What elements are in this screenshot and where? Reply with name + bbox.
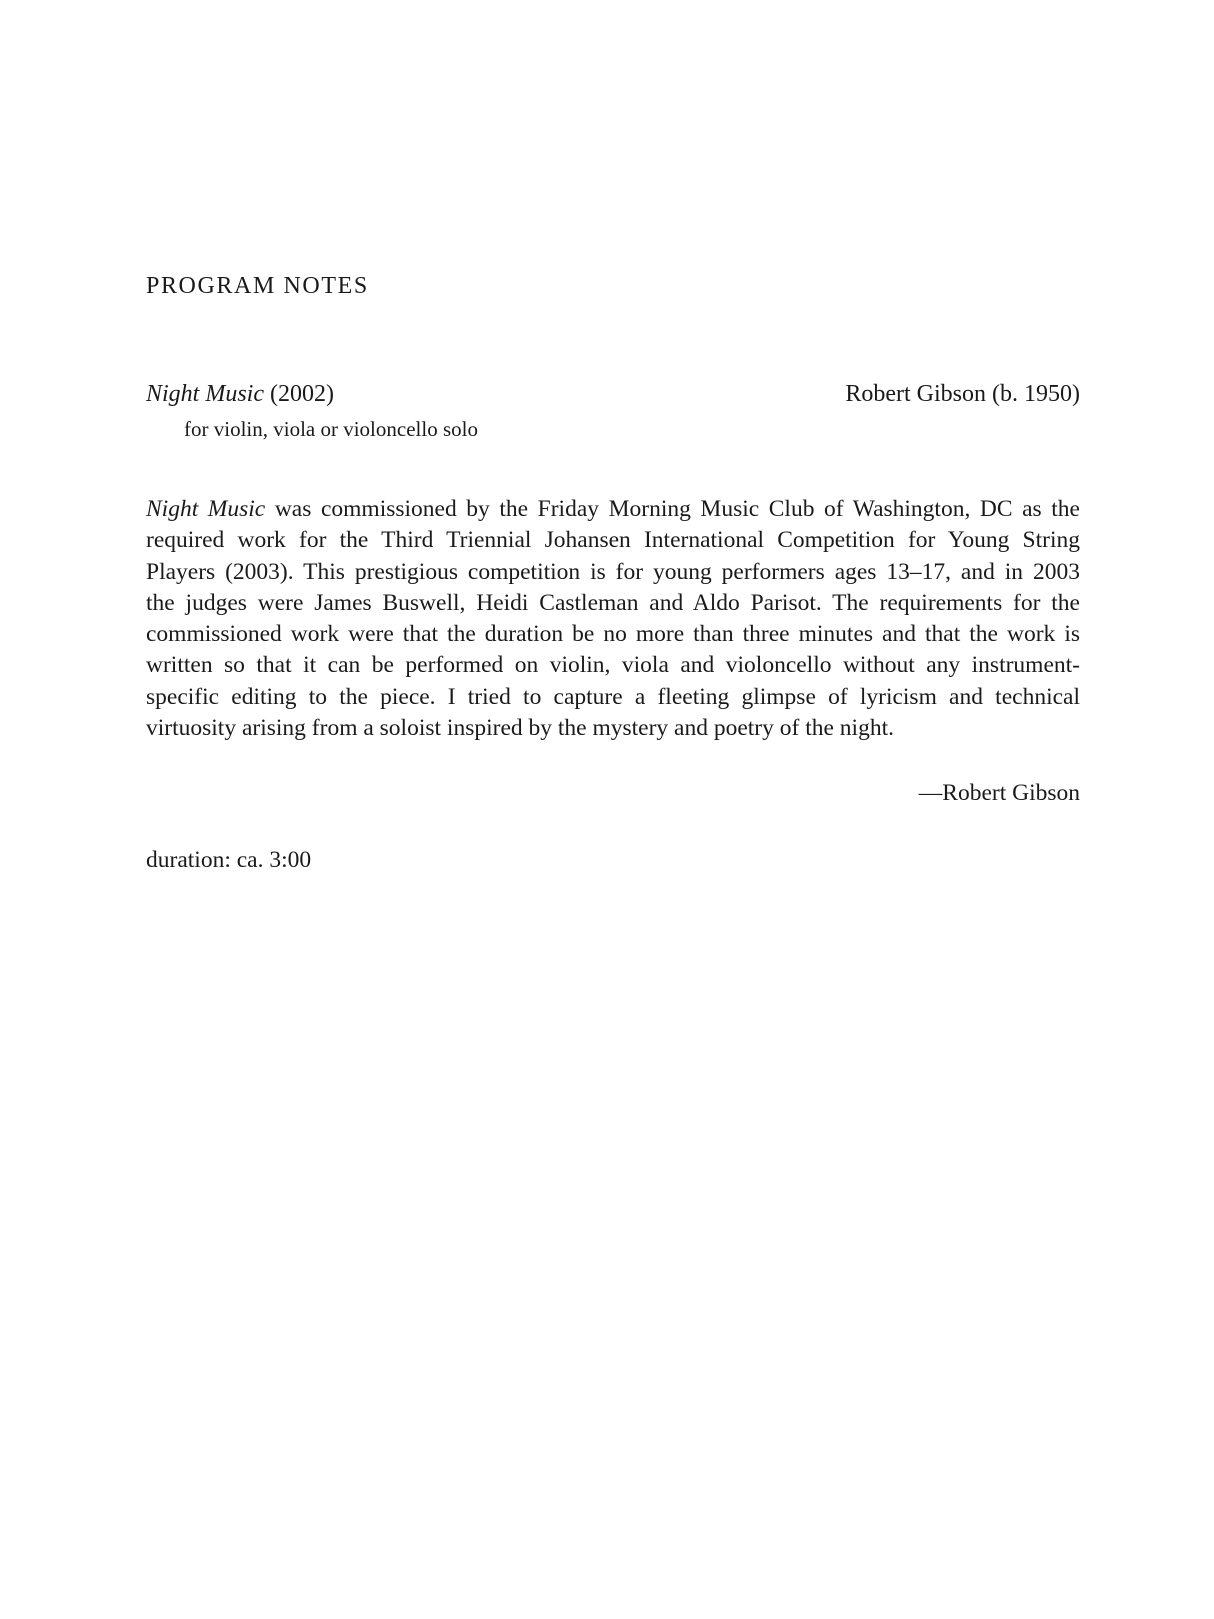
program-notes-page (146, 0, 1080, 1619)
work-title-line (146, 382, 334, 406)
work-year: (2002) (270, 381, 334, 407)
notes-line: the judges were James Buswell, Heidi Castleman and Aldo Parisot. The requirements for the (146, 589, 1080, 616)
notes-line-text: was commissioned by the Friday Morning Music Club of Washington, DC as the (265, 496, 1080, 522)
composer-credit: Robert Gibson (b. 1950) (845, 381, 1080, 407)
notes-line: specific editing to the piece. I tried to capture a fleeting glimpse of lyricism and technical (146, 683, 1080, 710)
notes-line: Players (2003). This prestigious competition is for young performers ages 13–17, and in 2003 (146, 558, 1080, 585)
notes-line (146, 494, 1080, 525)
notes-work-title: Night Music (146, 496, 266, 522)
page-heading: PROGRAM NOTES (146, 273, 369, 299)
notes-line: commissioned work were that the duration be no more than three minutes and that the work is (146, 621, 1080, 648)
signature: —Robert Gibson (918, 780, 1080, 806)
notes-line: virtuosity arising from a soloist inspired by the mystery and poetry of the night. (146, 715, 894, 742)
work-title: Night Music (146, 381, 264, 407)
duration: duration: ca. 3:00 (146, 847, 312, 873)
notes-line: required work for the Third Triennial Johansen International Competition for Young String (146, 527, 1080, 554)
instrumentation: for violin, viola or violoncello solo (184, 417, 478, 441)
notes-line: written so that it can be performed on violin, viola and violoncello without any instrument- (146, 652, 1080, 679)
program-notes-text (146, 494, 1080, 744)
